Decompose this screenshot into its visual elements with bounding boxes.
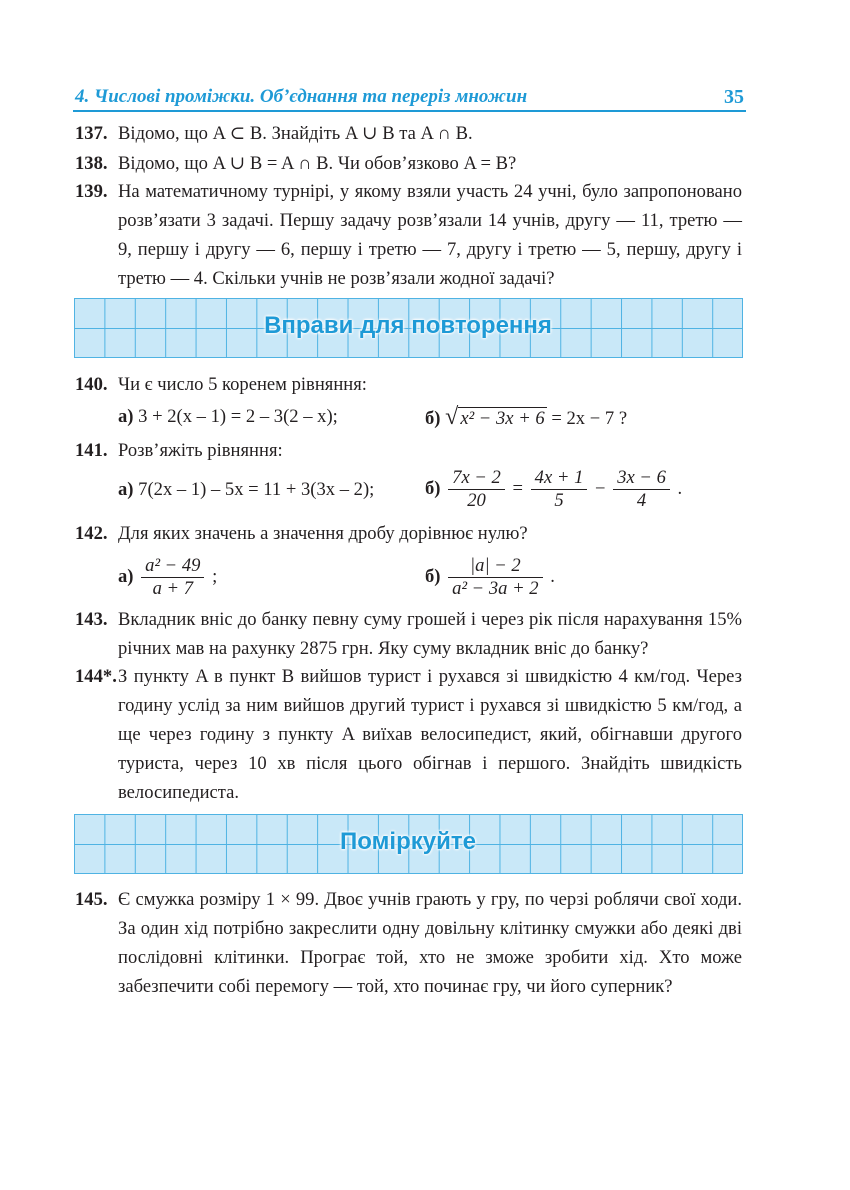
section-banner-think bbox=[74, 814, 743, 874]
problem-number: 142. bbox=[75, 523, 108, 544]
part-label: а) bbox=[118, 406, 134, 427]
period: . bbox=[550, 565, 555, 587]
problem-number: 144*. bbox=[75, 666, 117, 687]
sqrt-icon: √ bbox=[445, 404, 459, 430]
banner-title: Поміркуйте bbox=[340, 828, 476, 855]
problem-141-part-b bbox=[425, 467, 682, 512]
radicand: x² − 3x + 6 bbox=[460, 408, 545, 429]
running-header bbox=[73, 86, 746, 112]
part-label: б) bbox=[425, 477, 441, 499]
fraction: $\frac{|a| - 2}{\text{a² − 3a + 2}}$ bbox=[448, 555, 542, 600]
problem-text: Для яких значень a значення дробу дорівнює нулю? bbox=[118, 523, 528, 544]
equals-sign: = bbox=[512, 477, 524, 499]
problem-142-part-a bbox=[118, 555, 217, 600]
problem-text: Відомо, що A ∪ B = A ∩ B. Чи обов’язково A = B? bbox=[118, 153, 517, 174]
fraction: $\frac{\text{a² − 49}}{a + 7}$ bbox=[141, 555, 204, 600]
problem-number: 143. bbox=[75, 609, 108, 630]
fraction: $\frac{3x - 6}{4}$ bbox=[613, 467, 670, 512]
problem-text: Вкладник вніс до банку певну суму грошей і через рік після нарахування 15% річних мав на рахунку 2875 грн. Яку суму вкладник вніс до банку? bbox=[118, 609, 742, 659]
part-label: б) bbox=[425, 408, 441, 429]
problem-text: Відомо, що A ⊂ B. Знайдіть A ∪ B та A ∩ B. bbox=[118, 123, 473, 144]
banner-title: Вправи для повторення bbox=[264, 312, 552, 339]
problem-141-part-a bbox=[118, 479, 374, 501]
problem-text: Чи є число 5 коренем рівняння: bbox=[118, 374, 367, 395]
problem-142-part-b bbox=[425, 555, 555, 600]
chapter-title: 4. Числові проміжки. Об’єднання та переріз множин bbox=[75, 86, 528, 107]
problem-text: Розв’яжіть рівняння: bbox=[118, 440, 283, 461]
equation: 7(2x – 1) – 5x = 11 + 3(3x – 2); bbox=[138, 479, 375, 500]
fraction: $\frac{4x + 1}{5}$ bbox=[531, 467, 588, 512]
period: . bbox=[677, 477, 683, 499]
fraction: $\frac{7x - 2}{20}$ bbox=[448, 467, 505, 512]
problem-number: 138. bbox=[75, 153, 108, 174]
semicolon: ; bbox=[212, 565, 218, 587]
problem-number: 137. bbox=[75, 123, 108, 144]
problem-number: 145. bbox=[75, 889, 108, 910]
problem-140-part-b bbox=[425, 404, 627, 431]
problem-text: На математичному турнірі, у якому взяли участь 24 учні, було запропоновано розв’язати 3 задачі. Першу задачу розв’язали 14 учнів, другу — 11, третю — 9, першу і другу — 6, першу і третю — 7, другу і третю — 5, першу, другу і третю — 4. Скільки учнів не розв’язали жодної задачі? bbox=[118, 181, 742, 289]
part-label: б) bbox=[425, 565, 441, 587]
section-banner-review bbox=[74, 298, 743, 358]
problem-number: 139. bbox=[75, 181, 108, 202]
problem-text: З пункту A в пункт B вийшов турист і рухався зі швидкістю 4 км/год. Через годину услід за ним вийшов другий турист і рухався зі швидкістю 5 км/год, а ще через годину з пункту A виїхав велосипедист, який, обігнавши другого туриста, через 10 хв після цього обігнав і першого. Знайдіть швидкість велосипедиста. bbox=[118, 666, 742, 803]
problem-text: Є смужка розміру 1 × 99. Двоє учнів грають у гру, по черзі роблячи свої ходи. За один хід потрібно закреслити одну довільну клітинку смужки або деякі дві послідовні клітинки. Програє той, хто не зможе зробити хід. Хто може забезпечити собі перемогу — той, хто починає гру, чи його суперник? bbox=[118, 889, 742, 997]
problem-140-part-a bbox=[118, 406, 338, 428]
part-label: а) bbox=[118, 565, 134, 587]
page-number: 35 bbox=[724, 86, 744, 108]
part-label: а) bbox=[118, 479, 134, 500]
problem-number: 141. bbox=[75, 440, 108, 461]
problem-number: 140. bbox=[75, 374, 108, 395]
equation-rest: = 2x − 7 ? bbox=[551, 408, 628, 429]
minus-sign: − bbox=[595, 477, 606, 499]
equation: 3 + 2(x – 1) = 2 – 3(2 – x); bbox=[138, 406, 338, 427]
